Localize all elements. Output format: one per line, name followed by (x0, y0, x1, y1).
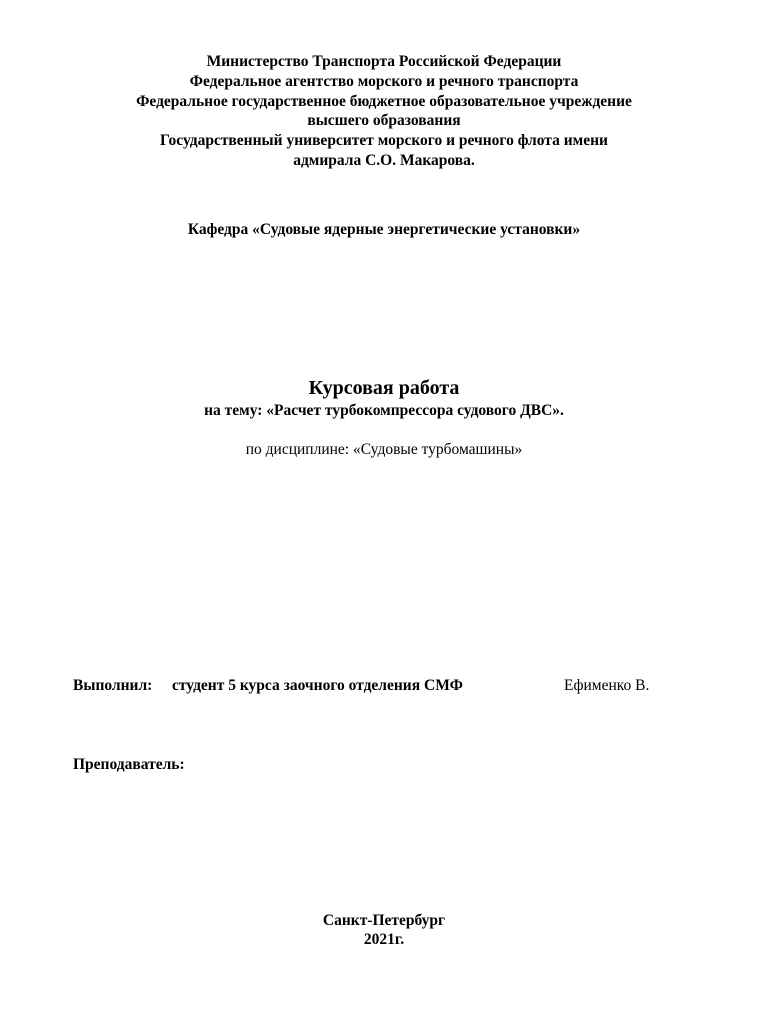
performer-name: Ефименко В. (564, 677, 650, 694)
work-topic: на тему: «Расчет турбокомпрессора судового ДВС». (204, 402, 564, 419)
department-line: Кафедра «Судовые ядерные энергетические установки» (187, 221, 581, 238)
ministry-line: Министерство Транспорта Российской Федерации (206, 53, 562, 70)
university-name-line: адмирала С.О. Макарова. (293, 152, 475, 169)
work-discipline: по дисциплине: «Судовые турбомашины» (245, 441, 523, 458)
city-line: Санкт-Петербург (322, 912, 446, 929)
work-title: Курсовая работа (308, 377, 460, 399)
year-line: 2021г. (363, 931, 405, 948)
education-level-line: высшего образования (307, 112, 461, 129)
performer-description: студент 5 курса заочного отделения СМФ (172, 677, 463, 694)
agency-line: Федеральное агентство морского и речного транспорта (189, 73, 579, 90)
teacher-label: Преподаватель: (73, 756, 185, 773)
performer-label: Выполнил: (73, 677, 153, 694)
university-line: Государственный университет морского и речного флота имени (160, 132, 608, 149)
institution-type-line: Федеральное государственное бюджетное образовательное учреждение (136, 93, 632, 110)
